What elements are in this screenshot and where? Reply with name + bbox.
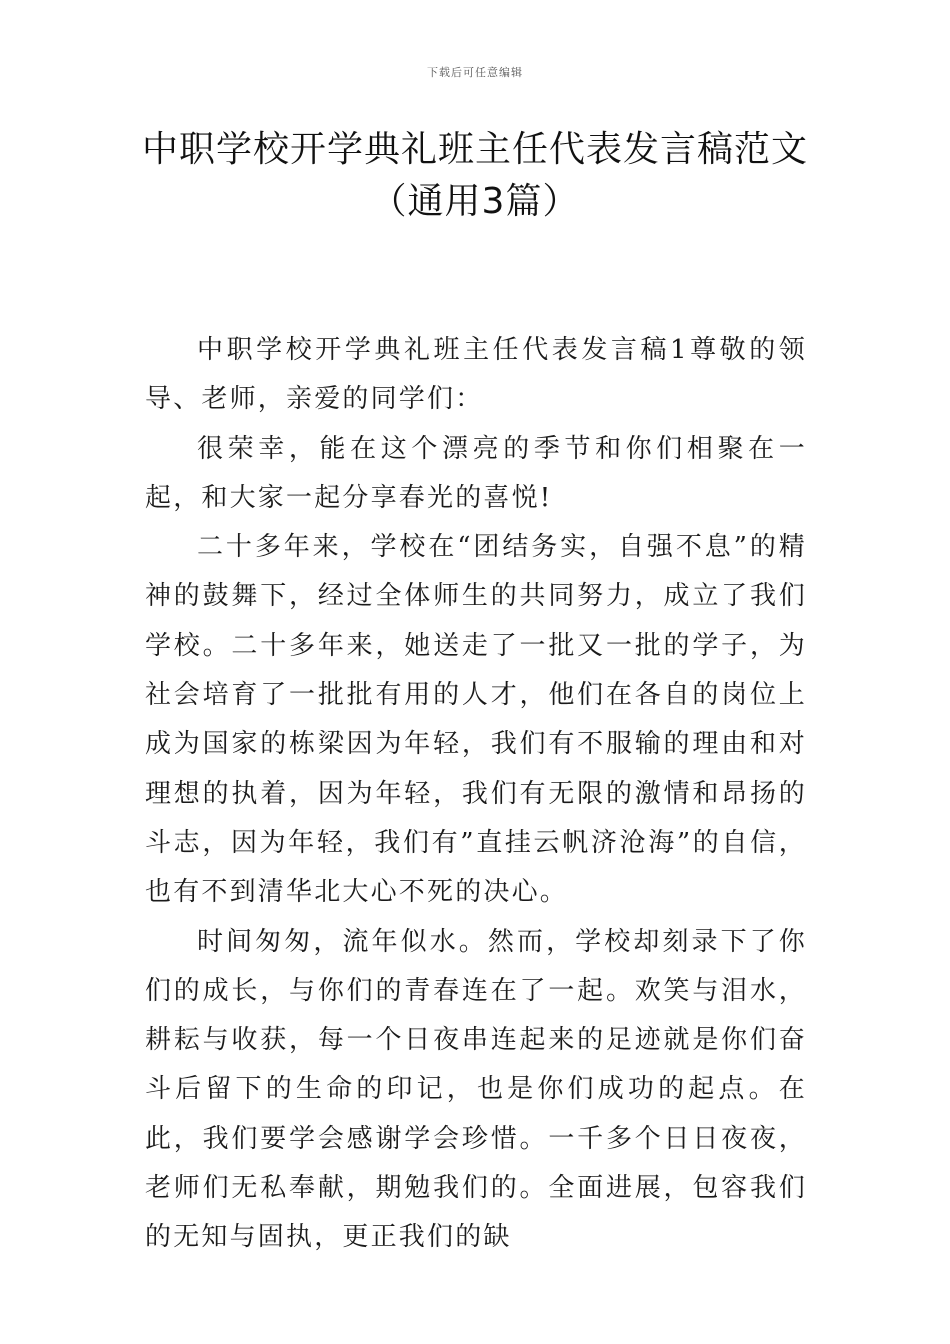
paragraph: 中职学校开学典礼班主任代表发言稿1尊敬的领导、老师，亲爱的同学们： — [145, 335, 807, 415]
header-note: 下载后可任意编辑 — [427, 66, 523, 79]
paragraph: 很荣幸，能在这个漂亮的季节和你们相聚在一起，和大家一起分享春光的喜悦! — [145, 433, 807, 513]
title-line-2: （通用3篇） — [370, 181, 580, 222]
title-line-1: 中职学校开学典礼班主任代表发言稿范文 — [141, 129, 808, 170]
paragraph: 二十多年来，学校在“团结务实，自强不息”的精神的鼓舞下，经过全体师生的共同努力，成立了我们学校。二十多年来，她送走了一批又一批的学子，为社会培育了一批批有用的人才，他们在各自的岗位上成为国家的栋梁因为年轻，我们有不服输的理由和对理想的执着，因为年轻，我们有无限的激情和昂扬的斗志，因为年轻，我们有”直挂云帆济沧海”的自信，也有不到清华北大心不死的决心。 — [145, 532, 807, 908]
document-body — [145, 326, 807, 1263]
document-title — [120, 124, 830, 228]
paragraph: 时间匆匆，流年似水。然而，学校却刻录下了你们的成长，与你们的青春连在了一起。欢笑与泪水，耕耘与收获，每一个日夜串连起来的足迹就是你们奋斗后留下的生命的印记，也是你们成功的起点。在此，我们要学会感谢学会珍惜。一千多个日日夜夜，老师们无私奉献，期勉我们的。全面进展，包容我们的无知与固执，更正我们的缺 — [145, 926, 807, 1253]
